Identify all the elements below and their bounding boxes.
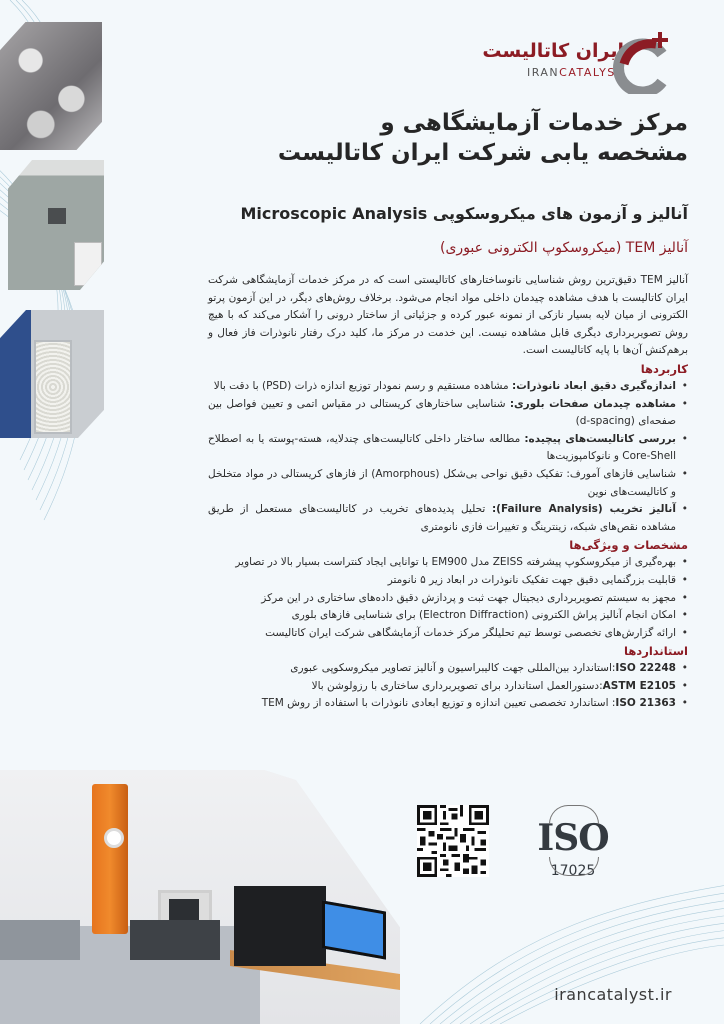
list-item: • ارائه گزارش‌های تخصصی توسط تیم تحلیلگر مرکز خدمات آزمایشگاهی شرکت ایران کاتالیست	[208, 625, 676, 643]
list-item: • بررسی کاتالیست‌های پیچیده: مطالعه ساختار داخلی کاتالیست‌های چندلایه، هسته-پوسته یا به اصطلاح Core-Shell و نانوکامپوزیت‌ها	[208, 431, 676, 466]
intro-paragraph: آنالیز TEM دقیق‌ترین روش شناسایی نانوساختارهای کاتالیستی است که در مرکز خدمات آزمایشگاهی شرکت ایران کاتالیست با هدف مشاهده چیدمان داخلی مواد انجام می‌شود. برخلاف روش‌های دیگر، در این آزمون پرتو الکترونی از میان لایه بسیار نازکی از نمونه عبور کرده و جزئیاتی از ساختار درونی را آشکار می‌کند که با هیچ روش تصویربرداری دیگری قابل مشاهده نیست. این خدمت در مرکز ما، کلید درک رفتار نانوذرات فاز فعال و برهم‌کنش آن‌ها با پایه کاتالیست است.	[208, 274, 689, 357]
qr-code[interactable]	[417, 805, 489, 877]
website-url[interactable]: irancatalyst.ir	[554, 985, 672, 1004]
catalyst-pellets-image	[0, 22, 102, 150]
list-item: • بهره‌گیری از میکروسکوپ پیشرفته ZEISS مدل EM900 با توانایی ایجاد کنتراست بسیار بالا در تصاویر	[208, 554, 676, 572]
list-item: • مشاهده چیدمان صفحات بلوری: شناسایی ساختارهای کریستالی در مقیاس اتمی و تعیین فواصل بین صفحه‌ای (d-spacing)	[208, 396, 676, 431]
applications-list	[208, 378, 688, 536]
catalyst-sample-jar-image	[0, 310, 104, 438]
list-item: • ISO 22248:استاندارد بین‌المللی جهت کالیبراسیون و آنالیز تصاویر میکروسکوپی عبوری	[208, 660, 676, 678]
section-subtitle: آنالیز TEM (میکروسکوپ الکترونی عبوری)	[440, 240, 688, 256]
features-heading: مشخصات و ویژگی‌ها	[569, 538, 688, 553]
standards-heading: استانداردها	[624, 644, 688, 659]
content-body	[208, 272, 688, 713]
applications-heading: کاربردها	[640, 361, 688, 376]
list-item: • اندازه‌گیری دقیق ابعاد نانوذرات: مشاهده مستقیم و رسم نمودار توزیع اندازه ذرات (PSD) با دقت بالا	[208, 378, 676, 396]
list-item: • ASTM E2105:دستورالعمل استاندارد برای تصویربرداری ساختاری با رزولوشن بالا	[208, 678, 676, 696]
globe-top-icon	[549, 805, 599, 824]
list-item: • ISO 21363: استاندارد تخصصی تعیین اندازه و توزیع ابعادی نانوذرات با استفاده از روش TEM	[208, 695, 676, 713]
tem-microscope-lab-photo	[0, 770, 400, 1024]
iso-17025-badge: ISO 17025	[527, 805, 619, 900]
standards-list	[208, 660, 688, 713]
page-title: مرکز خدمات آزمایشگاهی و مشخصه یابی شرکت ایران کاتالیست	[277, 110, 688, 166]
logo-text-en: IRANCATALYST	[526, 66, 624, 79]
logo-c-plus-icon	[610, 30, 672, 94]
list-item: • امکان انجام آنالیز پراش الکترونی (Electron Diffraction) برای شناسایی فازهای بلوری	[208, 607, 676, 625]
company-logo	[482, 30, 672, 90]
features-list	[208, 554, 688, 642]
section-title: آنالیز و آزمون های میکروسکوپی Microscopic Analysis	[240, 204, 688, 223]
list-item: • شناسایی فازهای آمورف: تفکیک دقیق نواحی بی‌شکل (Amorphous) از فازهای کریستالی در مواد متخلخل و کاتالیست‌های نوین	[208, 466, 676, 501]
list-item: • مجهز به سیستم تصویربرداری دیجیتال جهت ثبت و پردازش دقیق داده‌های ساختاری در این مرکز	[208, 590, 676, 608]
logo-text-fa: ایران کاتالیست	[482, 40, 624, 62]
list-item: • آنالیز تخریب (Failure Analysis): تحلیل پدیده‌های تخریب در کاتالیست‌های مستعمل از طریق مشاهده نقص‌های شبکه، زینترینگ و تغییرات فازی نانومتری	[208, 501, 676, 536]
lab-room-image	[8, 160, 104, 290]
list-item: • قابلیت بزرگنمایی دقیق جهت تفکیک نانوذرات در ابعاد زیر ۵ نانومتر	[208, 572, 676, 590]
